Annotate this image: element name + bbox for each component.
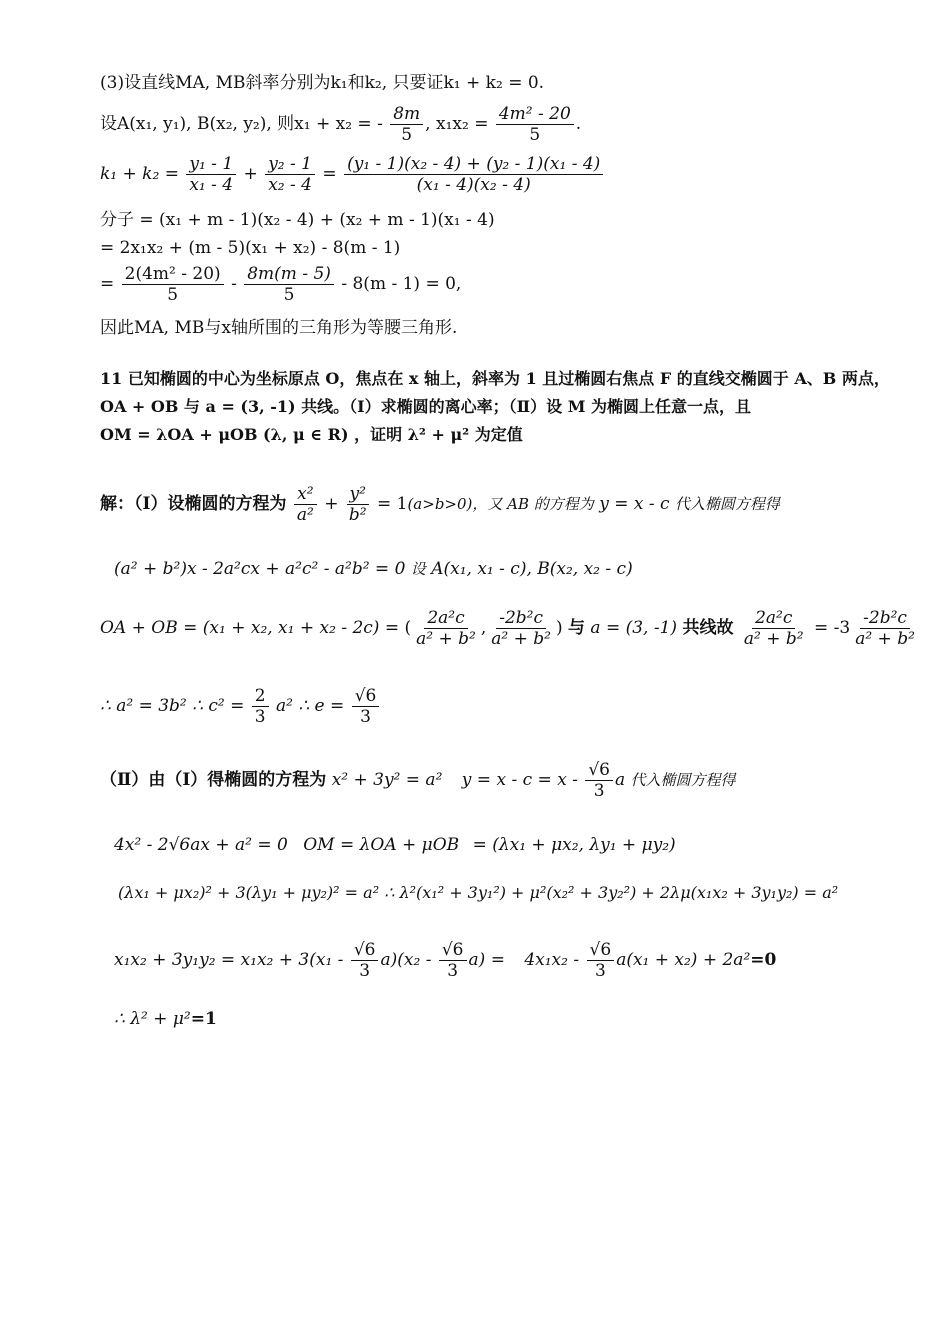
fraction: $\frac{√6}{3}$ <box>352 686 380 727</box>
fraction: $\frac{√6}{3}$ <box>351 940 379 981</box>
solution1-line-1: 解：（Ⅰ）设椭圆的方程为 $\frac{\text{x²}}{\text{a²}}$ + $\frac{\text{y²}}{\text{b²}}$ = 1(a>b>0)，又 AB 的方程为 y = x - c 代入椭圆方程得 <box>100 484 780 525</box>
part3-conclusion: 因此MA, MB与x轴所围的三角形为等腰三角形. <box>100 318 458 338</box>
solution2-line-2: 4x² - 2√6ax + a² = 0 OM = λOA + μOB = (λx₁ + μx₂, λy₁ + μy₂) <box>114 835 676 855</box>
part3-line-1: (3)设直线MA, MB斜率分别为k₁和k₂, 只要证k₁ + k₂ = 0. <box>100 73 545 93</box>
part3-line-5: = 2x₁x₂ + (m - 5)(x₁ + x₂) - 8(m - 1) <box>100 238 401 258</box>
fraction: $\frac{\text{y₁ - 1}}{\text{x₁ - 4}}$ <box>186 154 236 195</box>
fraction: $\frac{√6}{3}$ <box>585 760 613 801</box>
solution1-line-3: OA + OB = (x₁ + x₂, x₁ + x₂ - 2c) = ( $\frac{\text{2a²c}}{\text{a² + b²}}$ , $\frac{\text{-2b²c}}{\text{a² + b²}}$ ) 与 a = (3, -1) 共线故 $\frac{\text{2a²c}}{\text{a² + b²}}$ = -3 $\frac{\text{-2b²c}}{\text{a² + b²}}$ <box>100 608 920 649</box>
fraction: $\frac{√6}{3}$ <box>587 940 615 981</box>
problem11-line-1: 11 已知椭圆的中心为坐标原点 O，焦点在 x 轴上，斜率为 1 且过椭圆右焦点 F 的直线交椭圆于 A、B 两点， <box>100 369 890 388</box>
problem11-line-2: OA + OB 与 a = (3, -1) 共线。（Ⅰ）求椭圆的离心率；（Ⅱ）设 M 为椭圆上任意一点，且 <box>100 397 751 416</box>
fraction: $\frac{8m(m - 5)}{5}$ <box>244 264 334 305</box>
solution2-line-1: （Ⅱ）由（Ⅰ）得椭圆的方程为 x² + 3y² = a² y = x - c = x - $\frac{√6}{3}$ a 代入椭圆方程得 <box>100 760 736 801</box>
fraction: $\frac{\text{x²}}{\text{a²}}$ <box>294 484 317 525</box>
fraction: $\frac{√6}{3}$ <box>439 940 467 981</box>
solution2-conclusion: ∴ λ² + μ²=1 <box>114 1009 217 1029</box>
fraction: $\frac{2}{3}$ <box>252 686 269 727</box>
solution2-line-3: (λx₁ + μx₂)² + 3(λy₁ + μy₂)² = a² ∴ λ²(x₁² + 3y₁²) + μ²(x₂² + 3y₂²) + 2λμ(x₁x₂ + 3y₁y₂) = a² <box>118 883 839 902</box>
fraction: $\frac{\text{2a²c}}{\text{a² + b²}}$ <box>743 608 804 649</box>
part3-line-3: k₁ + k₂ = $\frac{\text{y₁ - 1}}{\text{x₁ - 4}}$ + $\frac{\text{y₂ - 1}}{\text{x₂ - 4}}$ = $\frac{\text{(y₁ - 1)(x₂ - 4) + (y₂ - 1)(x₁ - 4)}}{\text{(x₁ - 4)(x₂ - 4)}}$ <box>100 154 605 195</box>
solution1-line-2: (a² + b²)x - 2a²cx + a²c² - a²b² = 0 设 A(x₁, x₁ - c), B(x₂, x₂ - c) <box>114 559 633 579</box>
fraction: $\frac{\text{-2b²c}}{\text{a² + b²}}$ <box>855 608 915 649</box>
fraction: $\frac{\text{2(4m² - 20)}}{5}$ <box>122 264 224 305</box>
problem11-line-3: OM = λOA + μOB (λ, μ ∈ R) ，证明 λ² + μ² 为定值 <box>100 425 523 444</box>
solution1-line-4: ∴ a² = 3b² ∴ c² = $\frac{2}{3}$ a² ∴ e = $\frac{√6}{3}$ <box>100 686 381 727</box>
part3-line-4: 分子 = (x₁ + m - 1)(x₂ - 4) + (x₂ + m - 1)(x₁ - 4) <box>100 210 495 230</box>
fraction: $\frac{\text{2a²c}}{\text{a² + b²}}$ <box>416 608 476 649</box>
fraction: $\frac{8m}{5}$ <box>390 104 423 145</box>
fraction: $\frac{\text{y₂ - 1}}{\text{x₂ - 4}}$ <box>265 154 315 195</box>
solution2-line-4: x₁x₂ + 3y₁y₂ = x₁x₂ + 3(x₁ - $\frac{√6}{3}$ a)(x₂ - $\frac{√6}{3}$ a) = 4x₁x₂ - $\frac{√6}{3}$ a(x₁ + x₂) + 2a²=0 <box>114 940 777 981</box>
fraction: $\frac{\text{y²}}{\text{b²}}$ <box>346 484 370 525</box>
part3-line-2: 设A(x₁, y₁), B(x₂, y₂), 则x₁ + x₂ = - $\frac{8m}{5}$ , x₁x₂ = $\frac{\text{4m² - 20}}{5}$ . <box>100 104 582 145</box>
fraction: $\frac{\text{-2b²c}}{\text{a² + b²}}$ <box>491 608 551 649</box>
part3-line-6: = $\frac{\text{2(4m² - 20)}}{5}$ - $\frac{8m(m - 5)}{5}$ - 8(m - 1) = 0, <box>100 264 462 305</box>
fraction: $\frac{\text{(y₁ - 1)(x₂ - 4) + (y₂ - 1)(x₁ - 4)}}{\text{(x₁ - 4)(x₂ - 4)}}$ <box>344 154 603 195</box>
fraction: $\frac{\text{4m² - 20}}{5}$ <box>496 104 574 145</box>
